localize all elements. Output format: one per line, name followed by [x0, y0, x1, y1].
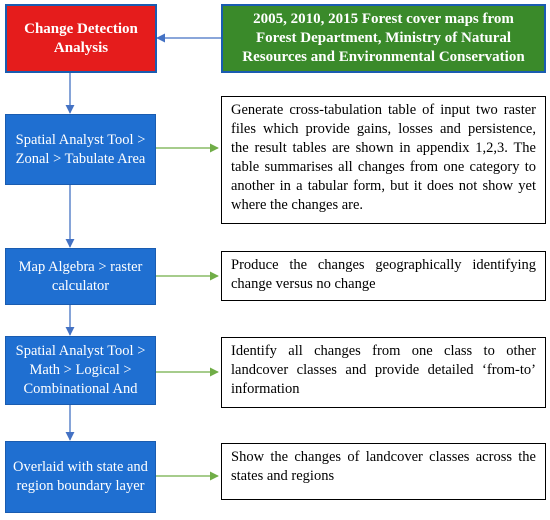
step-1-description-text: Generate cross-tabulation table of input two raster files which provide gains, losses and persistence, the result tables are shown in appendix 1,2,3. The table summarises all changes from one category to another in a tabular form, but it does not show yet where the changes are. [231, 102, 536, 213]
step-2-tool-label: Map Algebra > raster calculator [18, 258, 143, 294]
step-2-description-box [221, 251, 546, 301]
step-4-tool-box [5, 441, 156, 513]
change-detection-box [5, 4, 157, 73]
step-2-description-text: Produce the changes geographically identifying change versus no change [231, 257, 536, 292]
step-1-tool-label: Spatial Analyst Tool > Zonal > Tabulate Area [15, 131, 146, 167]
step-1-tool-box [5, 114, 156, 185]
step-4-description-box [221, 443, 546, 500]
step-3-description-text: Identify all changes from one class to other landcover classes and provide detailed ‘from-to’ information [231, 343, 536, 397]
step-3-tool-box [5, 336, 156, 405]
step-1-description-box [221, 96, 546, 224]
step-2-tool-box [5, 248, 156, 305]
change-detection-label: Change Detection Analysis [24, 20, 138, 56]
source-data-box [221, 4, 546, 73]
source-data-label: 2005, 2010, 2015 Forest cover maps from Forest Department, Ministry of Natural Resources and Environmental Conservation [242, 11, 525, 65]
step-4-description-text: Show the changes of landcover classes across the states and regions [231, 449, 536, 484]
step-4-tool-label: Overlaid with state and region boundary layer [13, 459, 148, 494]
step-3-description-box [221, 337, 546, 408]
step-3-tool-label: Spatial Analyst Tool > Math > Logical > Combinational And [15, 343, 146, 397]
